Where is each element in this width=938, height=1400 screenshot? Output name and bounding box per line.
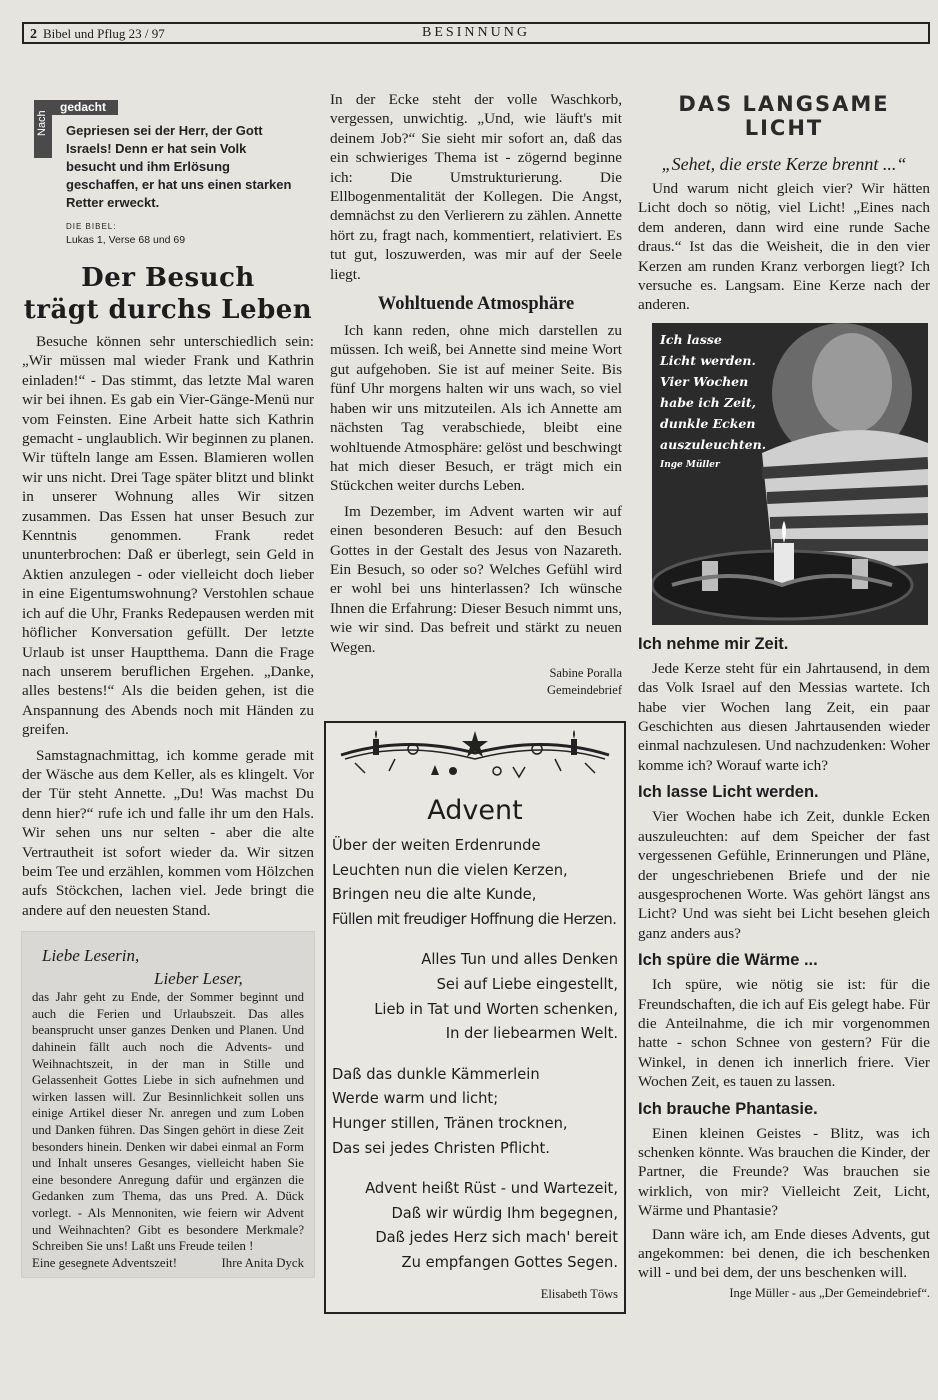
poem-stanza-3 [332, 1063, 618, 1161]
page-number: 2 [30, 27, 37, 42]
article-paragraph: Besuche können sehr unterschiedlich sein: „Wir müssen mal wieder Frank und Kathrin einladen!“ - Das stimmt, das letzte Mal waren wir bei ihnen. Es gab ein Vier-Gänge-Menü nur vom Feinsten. Eine Arbeit hatte sich Kathrin gemacht - unglaublich. Wir beginnen zu planen. Wir tüfteln lange am Essen. Blamieren wollen wir uns nicht. Drei Tage später blitzt und blinkt in unserer Wohnung alles Wir sitzen zusammen. Das Essen hat unser Besuch zur Kenntnis genommen. Frank redet ununterbrochen: Daß er überlegt, sein Geld in Aktien anzulegen - oder vielleicht doch lieber in eine Eigentumswohnung? Verstohlen schaue ich auf die Uhr, Franks Redepausen werden mit höflicher Konversation gefüllt. Der letzte Urlaub ist unser Hauptthema. Dann die Frage nach unserem beruflichen Ergehen. „Danke, alles bestens!“ Als die beiden gehen, ist die Anspannung des Abends noch mit Händen zu greifen. [22, 333, 314, 739]
article2-subheading: Ich spüre die Wärme ... [638, 951, 818, 970]
poem-line: Sei auf Liebe eingestellt, [436, 975, 618, 993]
letter-body: das Jahr geht zu Ende, der Sommer beginnt und auch die Ferien und Urlaubszeit. Das alles beansprucht unser ganzes Denken und Planen. Und dahinein fällt auch noch die Advents- und Weihnachtszeit, in der man in Stille und Gelassenheit Gottes Liebe in sich aufnehmen und wirken lassen will. Zur Besinnlichkeit sollen uns einige Artikel dieser Nr. anregen und zum Loben und Danken führen. Das Singen gehört in diese Zeit besonders hinein. Denken wir dabei einmal an Form und Inhalt unseres Gesanges, vielleicht haben Sie eine besondere Anregung dafür und ergänzen die Gedanken zum Thema, das uns Pred. A. Dück vorlegt. - Als Mennoniten, wie feiern wir Advent und Weihnachten? Gibt es besondere Merkmale? Schreiben Sie uns! Laßt uns Freude teilen ! [32, 990, 304, 1254]
article2-subheading: Ich lasse Licht werden. [638, 783, 819, 802]
column-3 [638, 60, 930, 1302]
poem-line: Daß wir würdig Ihm begegnen, [391, 1204, 618, 1222]
article2-credit: Inge Müller - aus „Der Gemeindebrief“. [729, 1285, 930, 1300]
page-header [22, 22, 930, 44]
poem-line: Zu empfangen Gottes Segen. [401, 1253, 618, 1271]
column-2 [330, 90, 622, 1314]
letter-closing: Eine gesegnete Adventszeit! [32, 1255, 177, 1270]
poem-stanza-4 [332, 1177, 618, 1275]
poem-stanza-2 [332, 948, 618, 1046]
letter-signature: Ihre Anita Dyck [221, 1255, 304, 1270]
poem-stanza-1 [332, 834, 618, 932]
poem-line: Lieb in Tat und Worten schenken, [374, 1000, 618, 1018]
bible-source: Lukas 1, Verse 68 und 69 [66, 234, 186, 246]
bible-source-label: DIE BIBEL: [66, 222, 117, 231]
article-subheading: Wohltuende Atmosphäre [377, 294, 575, 315]
article-paragraph: In der Ecke steht der volle Waschkorb, vergessen, unwichtig. „Und, wie läuft's mit deinem Job?“ Sie sieht mir sofort an, daß das ein schwieriges Thema ist - zögernd beginne ich: Die Umstrukturierung. Die Ellbogenmentalität der Kollegen. Die Angst, demnächst zu den Verlierern zu zählen. Annette hört zu, fragt nach, kommentiert, relativiert. Es tut gut, loszuwerden, was mir auf der Seele liegt. [330, 91, 622, 283]
section-title: BESINNUNG [422, 25, 530, 40]
nachgedacht-tag: gedacht [52, 100, 118, 115]
letter-signoff [32, 1255, 304, 1272]
article-paragraph: Ich kann reden, ohne mich darstellen zu müssen. Ich weiß, bei Annette sind meine Wort gut aufgehoben. Sie ist auf meiner Seite. Bis fünf Uhr morgens halten wir uns wach, so viel haben wir uns mitzuteilen. Als ich Annette am nächsten Tag verabschiede, bleibt eine wohltuende Atmosphäre: gelöst und beschwingt hat mich dieser Besuch, er trägt mich ein Stückchen weiter durchs Leben. [330, 322, 622, 495]
nachgedacht-side-label: Nach [36, 110, 48, 136]
advent-photo [652, 323, 928, 625]
article-source: Gemeindebrief [547, 682, 622, 697]
advent-ornament-icon [335, 729, 615, 791]
poem-line: Hunger stillen, Tränen trocknen, [332, 1114, 568, 1132]
poem-line: Bringen neu die alte Kunde, [332, 886, 537, 904]
poem-author: Elisabeth Töws [540, 1287, 618, 1302]
article-headline [22, 262, 314, 326]
poem-line: Daß das dunkle Kämmerlein [332, 1065, 540, 1083]
article-paragraph: Vier Wochen habe ich Zeit, dunkle Ecken auszuleuchten: auf dem Speicher der fast vergessenen Gefühle, Erinnerungen und Pläne, der ungeschriebenen Briefe und der nie ausgesprochenen Worte. Was gehört längst ans Licht? Und was sieht bei Licht besehen gleich ganz anders aus? [638, 808, 930, 942]
poem-line: Alles Tun und alles Denken [421, 951, 618, 969]
article-paragraph: Samstagnachmittag, ich komme gerade mit der Wäsche aus dem Keller, als es klingelt. Vor der Tür steht Annette. „Du! Was machst Du denn hier?“ rufe ich und falle ihr um den Hals. Wir sehen uns nur selten - aber die alte Vertrautheit ist sofort wieder da. Wir sitzen beim Tee und erzählen, kommen vom Hölzchen aufs Stöckchen, lachen viel. Jede bringt die andere auf den neuesten Stand. [22, 746, 314, 919]
letter-salutation-2: Lieber Leser, [154, 969, 243, 989]
poem-line: Daß jedes Herz sich mach' bereit [375, 1229, 618, 1247]
article-author: Sabine Poralla [549, 665, 622, 680]
nachgedacht-box [34, 100, 314, 248]
publication-name: Bibel und Pflug 23 / 97 [43, 26, 165, 41]
poem-line: Füllen mit freudiger Hoffnung die Herzen. [332, 910, 617, 928]
article2-title: DAS LANGSAME LICHT [678, 92, 890, 140]
headline-line-1: Der Besuch [81, 263, 255, 293]
photo-caption-line: auszuleuchten. [660, 436, 767, 452]
photo-caption-line: Licht werden. [660, 352, 756, 368]
headline-line-2: trägt durchs Leben [23, 295, 313, 325]
article-paragraph: Und warum nicht gleich vier? Wir hätten Licht doch so nötig, viel Licht! „Eines nach dem anderen, dann wird eine runde Sache draus.“ Ist das die Weisheit, die in den vier Kerzen am runden Kranz verborgen liegt? Ich versuche es. Langsam. Eine Kerze nach der anderen. [638, 180, 930, 314]
editor-letter [22, 932, 314, 1277]
article-paragraph: Dann wäre ich, am Ende dieses Advents, gut angekommen: bei denen, die ich beschenken will - und bei dem, der uns beschenken will. [638, 1225, 930, 1282]
article2-quote: „Sehet, die erste Kerze brennt ...“ [661, 154, 907, 174]
poem-line: Leuchten nun die vielen Kerzen, [332, 861, 568, 879]
article-paragraph: Im Dezember, im Advent warten wir auf einen besonderen Besuch: auf den Besuch Gottes in der Gestalt des Jesus von Nazareth. Ein Besuch, so oder so? Welches Gefühl wird er wohl bei uns hinterlassen? Ich wünsche Ihnen die Erfahrung: Dieser Besuch nimmt uns, wie wir sind. Das befreit und stärkt zu neuen Wegen. [330, 502, 622, 656]
article-byline [330, 665, 622, 699]
article2-subheading: Ich brauche Phantasie. [638, 1099, 818, 1118]
poem-line: Das sei jedes Christen Pflicht. [332, 1139, 550, 1157]
article-paragraph: Ich spüre, wie nötig sie ist: für die Freundschaften, die ich auf Eis gelegt habe. Für die Anteilnahme, die ich mir vorgenommen hatte - schon Schnee von gestern? Für die Winkel, in denen ich innerlich friere. Vier Wochen Zeit, es tauen zu lassen. [638, 976, 930, 1091]
nachgedacht-side-bar [34, 100, 52, 158]
photo-caption-line: Vier Wochen [660, 373, 749, 389]
photo-caption [660, 329, 766, 476]
photo-caption-line: habe ich Zeit, [660, 394, 756, 410]
bible-quote: Gepriesen sei der Herr, der Gott Israels! Denn er hat sein Volk besucht und ihm Erlösung geschaffen, er hat uns einen starken Retter erweckt. [66, 123, 292, 210]
poem-line: Über der weiten Erdenrunde [332, 836, 541, 854]
poem-line: Advent heißt Rüst - und Wartezeit, [365, 1180, 618, 1198]
advent-poem-box [324, 721, 626, 1315]
photo-caption-line: Ich lasse [660, 331, 722, 347]
article2-subheading: Ich nehme mir Zeit. [638, 634, 789, 653]
photo-author: Inge Müller [660, 459, 720, 470]
poem-title: Advent [427, 794, 523, 826]
poem-line: In der liebearmen Welt. [445, 1025, 618, 1043]
column-1 [22, 60, 314, 1277]
article-paragraph: Jede Kerze steht für ein Jahrtausend, in dem das Volk Israel auf den Messias wartete. Ich habe vier Wochen lang Zeit, ein paar Geschichten aus diesen Jahrtausenden wieder einmal nachzulesen. Und nachzudenken: Woher komme ich? Worauf warte ich? [638, 659, 930, 774]
article-paragraph: Einen kleinen Geistes - Blitz, was ich schenken könnte. Was brauchen die Kinder, der Partner, die Freunde? Was brauchen sie wirklich, von mir? Vielleicht Zeit, Licht, Wärme und Phantasie? [638, 1124, 930, 1220]
photo-caption-line: dunkle Ecken [660, 415, 756, 431]
poem-line: Werde warm und licht; [332, 1090, 499, 1108]
letter-salutation-1: Liebe Leserin, [42, 946, 140, 966]
